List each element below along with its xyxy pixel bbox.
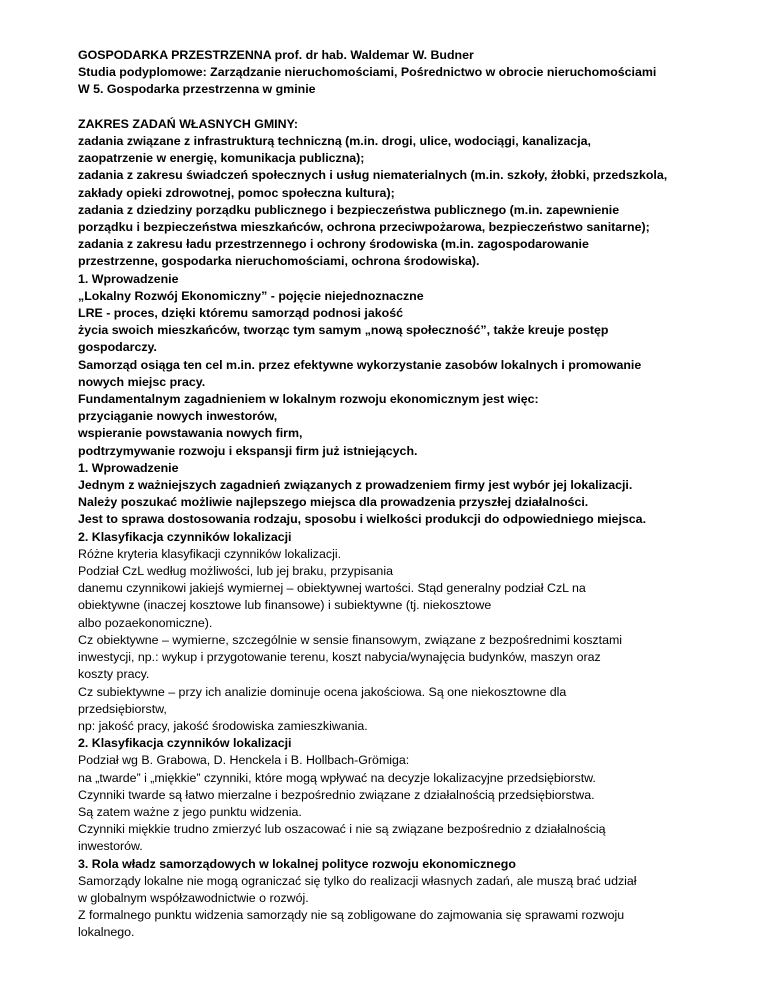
bold-text-line: nowych miejsc pracy. [78, 374, 206, 389]
text-line: Cz obiektywne – wymierne, szczególnie w sensie finansowym, związane z bezpośrednimi kosztami [78, 632, 623, 647]
text-line: obiektywne (inaczej kosztowe lub finansowe) i subiektywne (tj. niekosztowe [78, 598, 492, 613]
bold-text-line: Studia podyplomowe: Zarządzanie nieruchomościami, Pośrednictwo w obrocie nieruchomościami [78, 65, 657, 80]
blank-line [78, 99, 698, 116]
bold-text-line: LRE - proces, dzięki któremu samorząd podnosi jakość [78, 306, 403, 321]
text-line: na „twarde” i „miękkie” czynniki, które mogą wpływać na decyzje lokalizacyjne przedsiębiorstw. [78, 770, 596, 785]
text-line: Różne kryteria klasyfikacji czynników lokalizacji. [78, 546, 342, 561]
bold-text-line: zaopatrzenie w energię, komunikacja publiczna); [78, 151, 365, 166]
bold-text-line: Jest to sprawa dostosowania rodzaju, sposobu i wielkości produkcji do odpowiedniego miejsca. [78, 512, 647, 527]
bold-text-line: 2. Klasyfikacja czynników lokalizacji [78, 529, 292, 544]
text-line: danemu czynnikowi jakiejś wymiernej – obiektywnej wartości. Stąd generalny podział CzL na [78, 581, 586, 596]
bold-text-line: 1. Wprowadzenie [78, 271, 179, 286]
text-line: inwestycji, np.: wykup i przygotowanie terenu, koszt nabycia/wynajęcia budynków, maszyn oraz [78, 650, 601, 665]
bold-text-line: zadania z dziedziny porządku publicznego i bezpieczeństwa publicznego (m.in. zapewnienie [78, 202, 620, 217]
bold-text-line: porządku i bezpieczeństwa mieszkańców, ochrona przeciwpożarowa, bezpieczeństwo sanitarne); [78, 220, 650, 235]
text-line: w globalnym współzawodnictwie o rozwój. [78, 890, 309, 905]
text-line: Są zatem ważne z jego punktu widzenia. [78, 804, 302, 819]
text-line: Podział CzL według możliwości, lub jej braku, przypisania [78, 564, 393, 579]
bold-text-line: Fundamentalnym zagadnieniem w lokalnym rozwoju ekonomicznym jest więc: [78, 392, 539, 407]
document-body [78, 47, 698, 942]
text-line: lokalnego. [78, 925, 135, 940]
text-line: Cz subiektywne – przy ich analizie dominuje ocena jakościowa. Są one niekosztowne dla [78, 684, 567, 699]
bold-text-line: przyciąganie nowych inwestorów, [78, 409, 278, 424]
bold-text-line: Samorząd osiąga ten cel m.in. przez efektywne wykorzystanie zasobów lokalnych i promowanie [78, 357, 642, 372]
bold-text-line: zakłady opieki zdrowotnej, pomoc społeczna kultura); [78, 185, 395, 200]
bold-text-line: podtrzymywanie rozwoju i ekspansji firm już istniejących. [78, 443, 418, 458]
text-line: np: jakość pracy, jakość środowiska zamieszkiwania. [78, 718, 368, 733]
bold-text-line: życia swoich mieszkańców, tworząc tym samym „nową społeczność”, także kreuje postęp [78, 323, 609, 338]
text-line: Samorządy lokalne nie mogą ograniczać się tylko do realizacji własnych zadań, ale muszą brać udział [78, 873, 637, 888]
bold-text-line: GOSPODARKA PRZESTRZENNA prof. dr hab. Waldemar W. Budner [78, 48, 474, 62]
text-line: albo pozaekonomiczne). [78, 615, 213, 630]
bold-text-line: zadania z zakresu ładu przestrzennego i ochrony środowiska (m.in. zagospodarowanie [78, 237, 589, 252]
bold-text-line: Jednym z ważniejszych zagadnień związanych z prowadzeniem firmy jest wybór jej lokalizacji. [78, 478, 633, 493]
text-line: przedsiębiorstw, [78, 701, 167, 716]
bold-text-line: ZAKRES ZADAŃ WŁASNYCH GMINY: [78, 116, 299, 131]
text-line: Czynniki twarde są łatwo mierzalne i bezpośrednio związane z działalnością przedsiębiorstwa. [78, 787, 595, 802]
bold-text-line: przestrzenne, gospodarka nieruchomościami, ochrona środowiska). [78, 254, 480, 269]
bold-text-line: W 5. Gospodarka przestrzenna w gminie [78, 82, 316, 97]
text-line: koszty pracy. [78, 667, 150, 682]
bold-text-line: wspieranie powstawania nowych firm, [78, 426, 303, 441]
text-line: Z formalnego punktu widzenia samorządy nie są zobligowane do zajmowania się sprawami rozwoju [78, 908, 625, 923]
text-line: inwestorów. [78, 839, 143, 854]
bold-text-line: zadania z zakresu świadczeń społecznych i usług niematerialnych (m.in. szkoły, żłobki, przedszkola, [78, 168, 668, 183]
bold-text-line: gospodarczy. [78, 340, 157, 355]
bold-text-line: 3. Rola władz samorządowych w lokalnej polityce rozwoju ekonomicznego [78, 856, 516, 871]
bold-text-line: Należy poszukać możliwie najlepszego miejsca dla prowadzenia przyszłej działalności. [78, 495, 589, 510]
bold-text-line: zadania związane z infrastrukturą techniczną (m.in. drogi, ulice, wodociągi, kanalizacja, [78, 134, 591, 148]
bold-text-line: „Lokalny Rozwój Ekonomiczny” - pojęcie niejednoznaczne [78, 288, 424, 303]
text-line: Czynniki miękkie trudno zmierzyć lub oszacować i nie są związane bezpośrednio z działalnością [78, 822, 606, 837]
text-line: Podział wg B. Grabowa, D. Henckela i B. Hollbach-Grömiga: [78, 753, 410, 768]
bold-text-line: 1. Wprowadzenie [78, 460, 179, 475]
bold-text-line: 2. Klasyfikacja czynników lokalizacji [78, 736, 292, 751]
